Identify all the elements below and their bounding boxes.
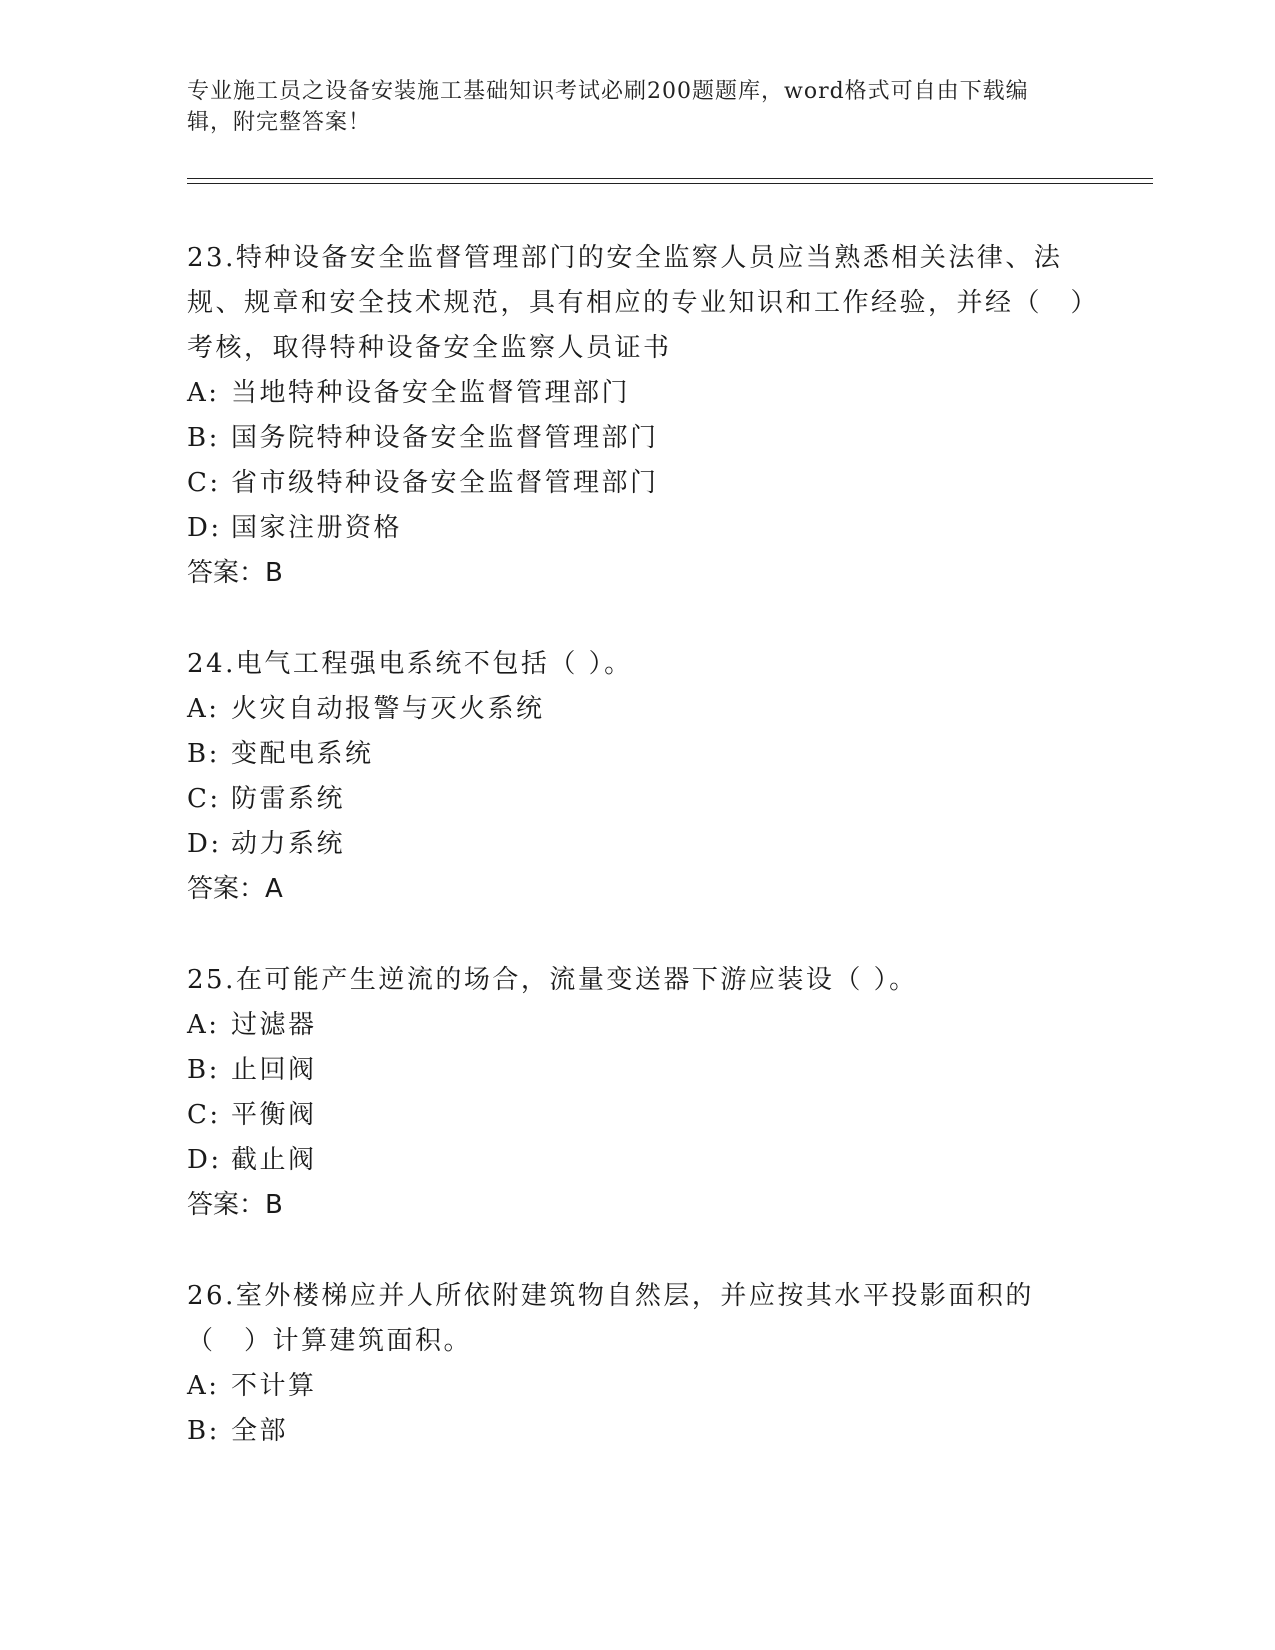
option-d xyxy=(187,1138,1087,1183)
option-a xyxy=(187,1003,1087,1048)
option-d xyxy=(187,822,1087,867)
option-letter: C: xyxy=(187,468,221,498)
option-b xyxy=(187,416,1087,461)
option-text: 止回阀 xyxy=(231,1055,317,1085)
option-text: 当地特种设备安全监督管理部门 xyxy=(231,378,631,408)
option-text: 平衡阀 xyxy=(231,1100,317,1130)
question-stem: 25.在可能产生逆流的场合，流量变送器下游应装设（ ）。 xyxy=(187,965,918,995)
question-25 xyxy=(187,958,1087,1228)
answer-line: 答案：A xyxy=(187,874,283,904)
option-b xyxy=(187,1409,1087,1454)
answer-line: 答案：B xyxy=(187,558,283,588)
option-text: 截止阀 xyxy=(231,1145,317,1175)
question-stem: 24.电气工程强电系统不包括（ ）。 xyxy=(187,649,633,679)
option-text: 动力系统 xyxy=(231,829,346,859)
header-divider-top xyxy=(187,178,1153,179)
option-letter: A: xyxy=(187,1010,220,1040)
option-letter: A: xyxy=(187,694,220,724)
option-a xyxy=(187,371,1087,416)
option-letter: D: xyxy=(187,513,222,543)
option-text: 火灾自动报警与灭火系统 xyxy=(231,694,545,724)
option-text: 省市级特种设备安全监督管理部门 xyxy=(231,468,659,498)
option-c xyxy=(187,777,1087,822)
answer-line: 答案：B xyxy=(187,1190,283,1220)
option-letter: B: xyxy=(187,1055,220,1085)
option-text: 不计算 xyxy=(231,1371,317,1401)
option-text: 全部 xyxy=(231,1416,289,1446)
option-a xyxy=(187,687,1087,732)
option-text: 防雷系统 xyxy=(231,784,346,814)
question-23 xyxy=(187,236,1087,596)
question-stem: 23.特种设备安全监督管理部门的安全监察人员应当熟悉相关法律、法规、规章和安全技术规范，具有相应的专业知识和工作经验，并经（ ）考核，取得特种设备安全监察人员证书 xyxy=(187,243,1087,363)
option-c xyxy=(187,461,1087,506)
option-letter: A: xyxy=(187,378,220,408)
question-stem: 26.室外楼梯应并人所依附建筑物自然层，并应按其水平投影面积的（ ）计算建筑面积。 xyxy=(187,1281,1034,1356)
option-text: 国务院特种设备安全监督管理部门 xyxy=(231,423,659,453)
option-a xyxy=(187,1364,1087,1409)
question-list xyxy=(187,236,1087,1500)
option-b xyxy=(187,732,1087,777)
option-c xyxy=(187,1093,1087,1138)
option-d xyxy=(187,506,1087,551)
option-letter: C: xyxy=(187,784,221,814)
option-letter: A: xyxy=(187,1371,220,1401)
option-letter: B: xyxy=(187,1416,220,1446)
option-b xyxy=(187,1048,1087,1093)
option-letter: D: xyxy=(187,829,222,859)
question-24 xyxy=(187,642,1087,912)
header-divider-bottom xyxy=(187,183,1153,184)
option-letter: C: xyxy=(187,1100,221,1130)
question-26 xyxy=(187,1274,1087,1454)
option-text: 过滤器 xyxy=(231,1010,317,1040)
document-header: 专业施工员之设备安装施工基础知识考试必刷200题题库，word格式可自由下载编辑，附完整答案！ xyxy=(187,79,1029,135)
option-letter: D: xyxy=(187,1145,222,1175)
option-text: 国家注册资格 xyxy=(231,513,403,543)
option-text: 变配电系统 xyxy=(231,739,374,769)
option-letter: B: xyxy=(187,423,220,453)
option-letter: B: xyxy=(187,739,220,769)
